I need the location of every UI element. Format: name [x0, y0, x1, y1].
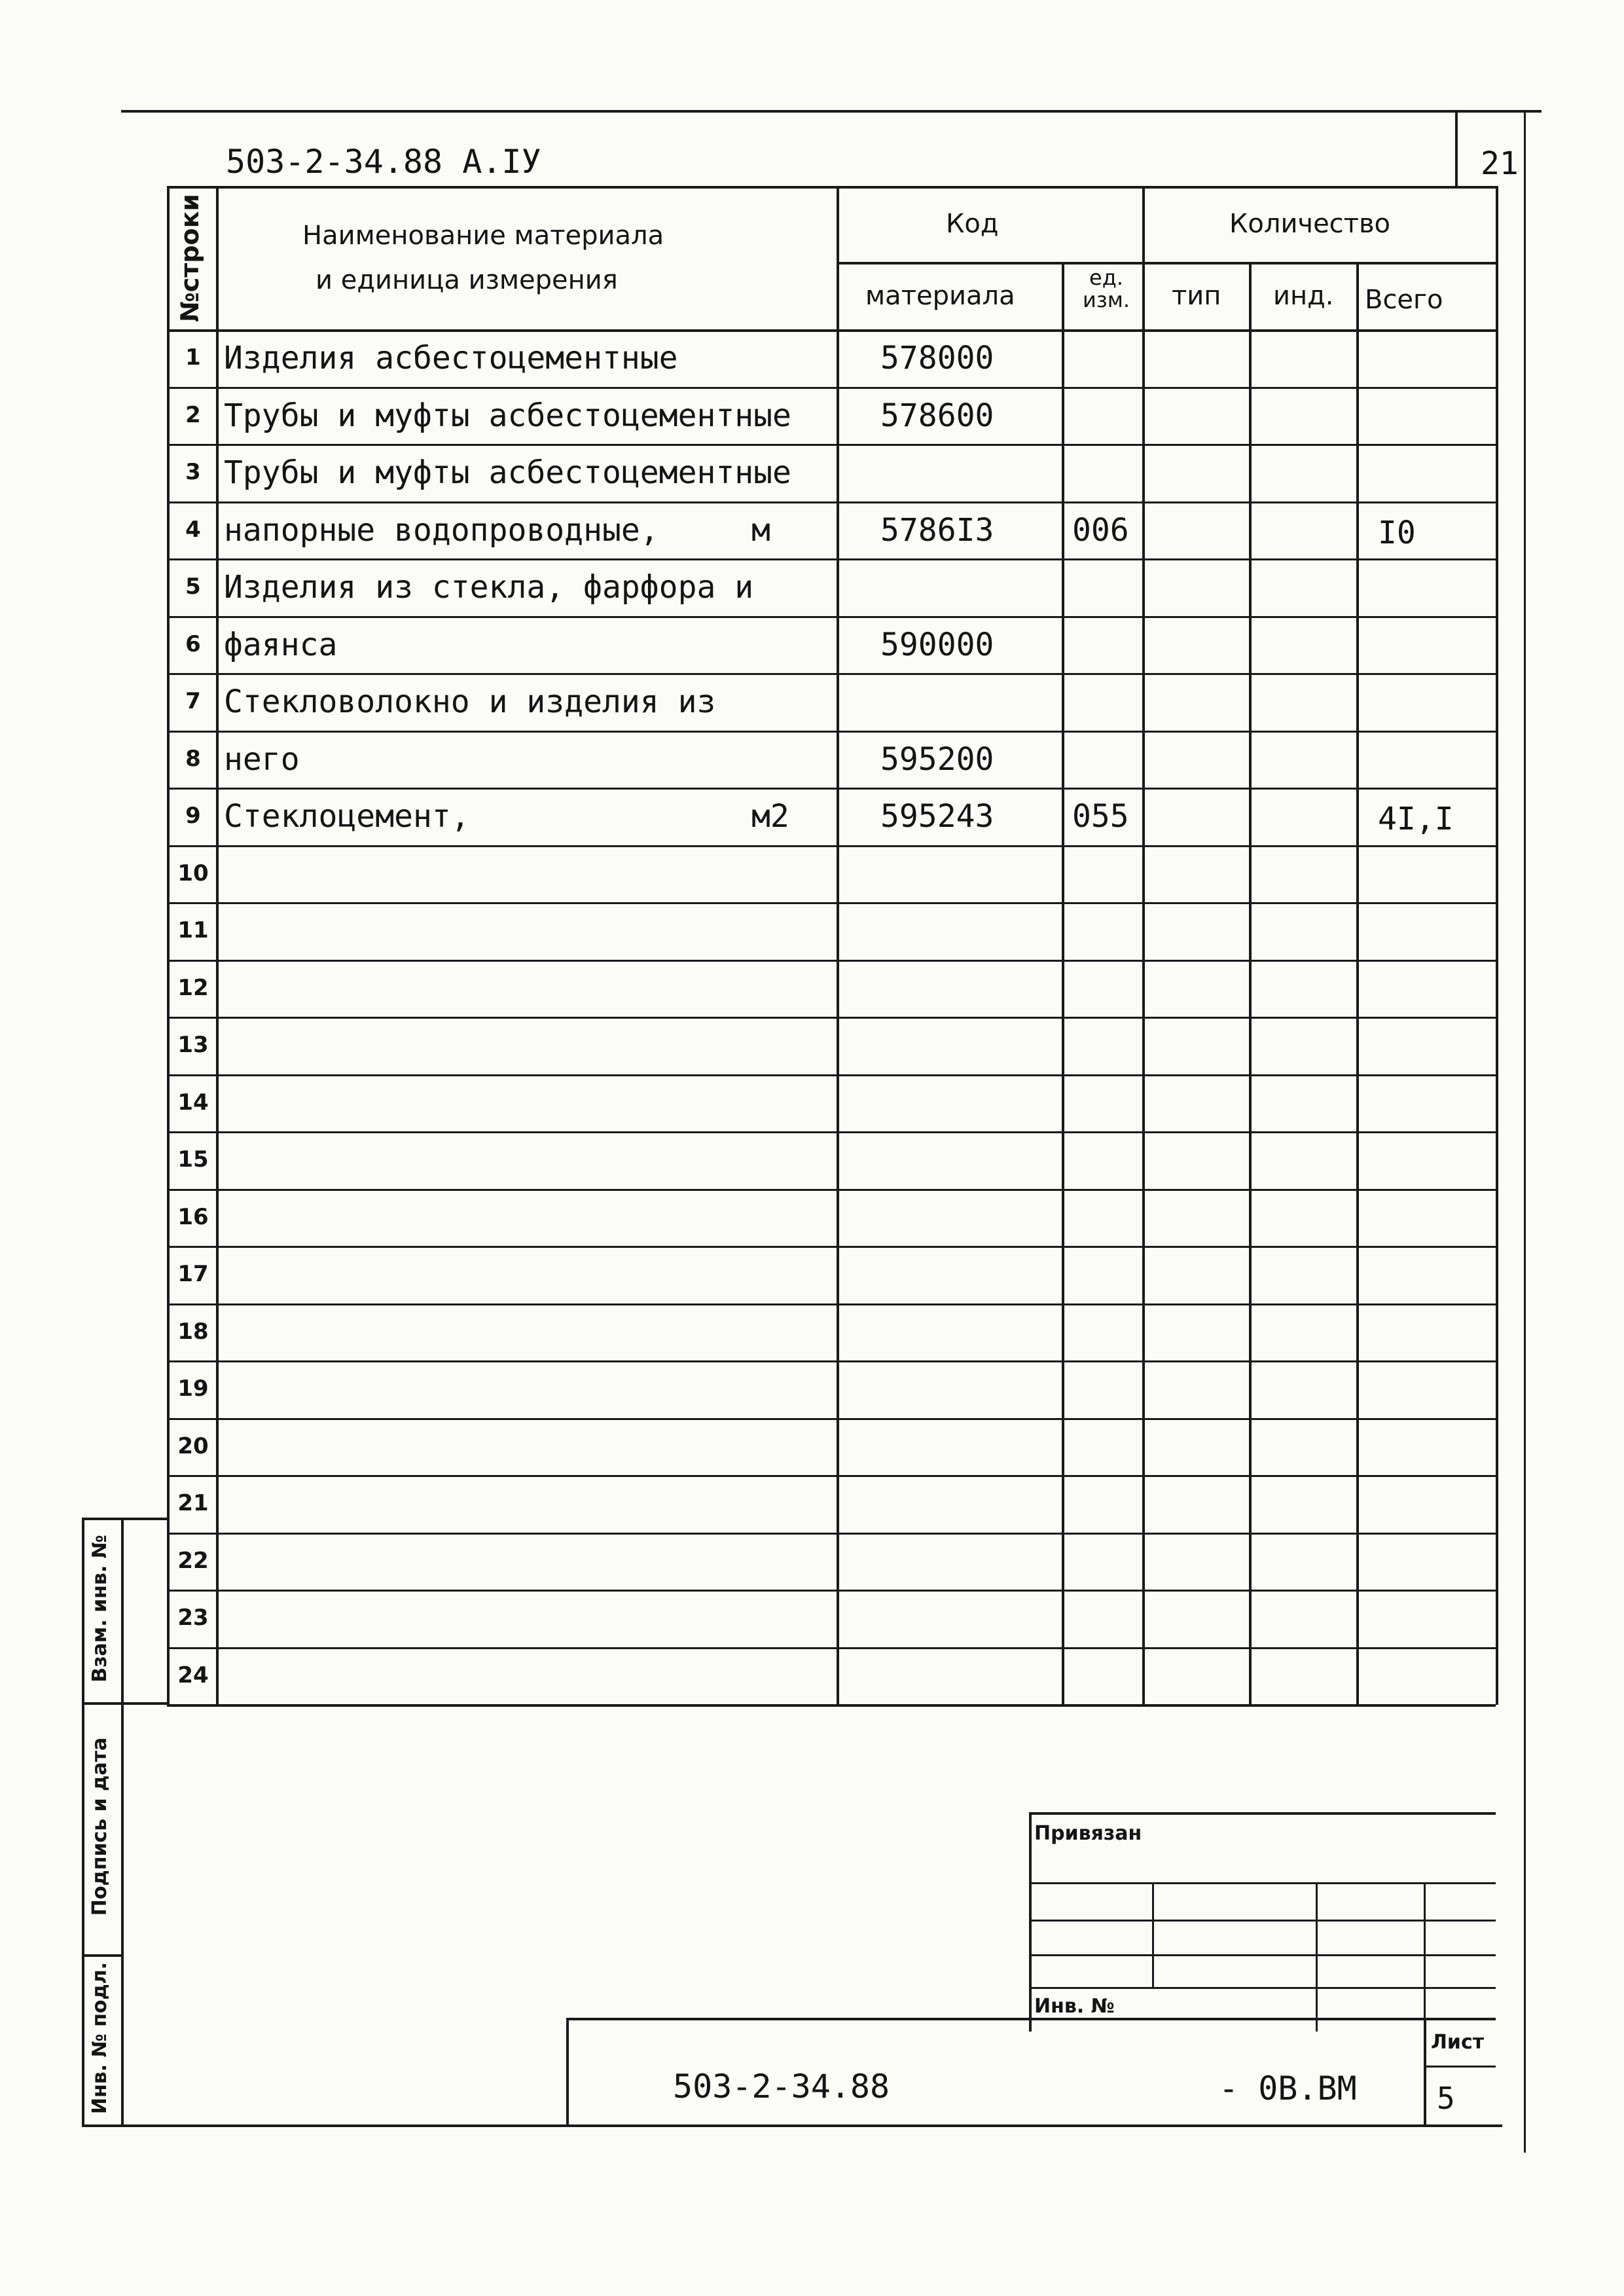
row-number: 2 [185, 401, 201, 428]
header-name-line1: Наименование материала [302, 221, 664, 251]
cell-name: Трубы и муфты асбестоцементные [224, 454, 791, 491]
row-number: 14 [177, 1089, 209, 1116]
page-bottom-line [82, 2124, 1502, 2127]
main-stamp-top-line [566, 2018, 1496, 2020]
privyazan-label: Привязан [1034, 1822, 1142, 1845]
row-number: 3 [185, 459, 201, 485]
header-qty-type: тип [1172, 281, 1221, 311]
row-line [167, 1303, 1496, 1305]
cell-unit: м2 [751, 798, 789, 835]
list-line [1424, 2066, 1496, 2068]
cell-code-material: 595200 [880, 740, 994, 778]
privyazan-line-2 [1029, 1920, 1496, 1922]
table-header-bottom-line [167, 329, 1496, 332]
table-subheader-line [838, 262, 1496, 264]
row-line [167, 1533, 1496, 1535]
header-code: Код [946, 209, 999, 239]
stamp-doc-code: 503-2-34.88 [673, 2068, 890, 2105]
row-number: 7 [185, 688, 201, 714]
row-line [167, 1131, 1496, 1133]
privyazan-div-3 [1424, 1882, 1426, 2032]
cell-name: Изделия из стекла, фарфора и [224, 569, 754, 606]
row-line [167, 902, 1496, 904]
row-line [167, 673, 1496, 675]
privyazan-div-1 [1152, 1882, 1154, 1987]
header-qty-total: Всего [1365, 285, 1443, 315]
row-line [167, 1475, 1496, 1477]
header-quantity: Количество [1229, 209, 1391, 239]
row-line [167, 731, 1496, 733]
ind-divider [1356, 262, 1359, 1705]
row-number: 24 [177, 1662, 209, 1688]
header-row-no: №строки [175, 194, 204, 322]
code-divider [1062, 262, 1064, 1705]
cell-qty-total: I0 [1378, 514, 1416, 551]
name-divider [837, 186, 839, 1705]
rownum-divider [216, 186, 219, 1705]
table-top-line [167, 186, 1496, 189]
row-line [167, 960, 1496, 962]
list-divider [1424, 2018, 1426, 2126]
row-number: 1 [185, 344, 201, 371]
cell-name: фаянса [224, 626, 338, 663]
inv-no-label: Инв. № [1034, 1995, 1115, 2018]
stamp-zam-inv: Взам. инв. № [88, 1535, 111, 1683]
row-line [167, 444, 1496, 446]
row-number: 4 [185, 516, 201, 543]
row-number: 17 [177, 1261, 209, 1287]
cell-name: напорные водопроводные, [224, 511, 659, 549]
privyazan-line-1 [1029, 1882, 1496, 1884]
row-number: 12 [177, 974, 209, 1001]
sheet-number-top: 21 [1481, 145, 1519, 182]
cell-name: него [224, 740, 300, 778]
row-line [167, 788, 1496, 790]
row-line [167, 1360, 1496, 1362]
cell-name: Стекловолокно и изделия из [224, 683, 716, 720]
tip-divider [1249, 262, 1252, 1705]
row-line [167, 1246, 1496, 1248]
row-number: 21 [177, 1490, 209, 1516]
privyazan-left-line [1029, 1812, 1032, 2032]
row-number: 19 [177, 1376, 209, 1402]
stamp-podpis-data: Подпись и дата [88, 1737, 111, 1916]
right-page-edge-line [1524, 110, 1526, 2153]
row-line [167, 1590, 1496, 1592]
privyazan-top-line [1029, 1812, 1496, 1815]
row-line [167, 558, 1496, 560]
row-line [167, 501, 1496, 503]
row-number: 5 [185, 574, 201, 600]
row-number: 9 [185, 803, 201, 829]
row-line [167, 845, 1496, 847]
row-number: 11 [177, 917, 209, 943]
list-label: Лист [1431, 2031, 1485, 2054]
row-line [167, 1074, 1496, 1076]
row-number: 20 [177, 1432, 209, 1459]
table-right-line [1496, 186, 1498, 1705]
unit-divider [1142, 186, 1145, 1705]
sheet-number-divider [1455, 110, 1458, 189]
row-line [167, 387, 1496, 389]
cell-code-unit: 006 [1072, 511, 1129, 549]
row-number: 10 [177, 860, 209, 886]
cell-code-unit: 055 [1072, 798, 1129, 835]
cell-code-material: 578000 [880, 340, 994, 376]
table-left-line [167, 186, 170, 1705]
stamp-inv-podl: Инв. № подл. [88, 1961, 111, 2115]
stamp-left-line [82, 1518, 84, 2126]
cell-code-material: 595243 [880, 798, 994, 835]
header-code-unit: ед. изм. [1082, 265, 1130, 312]
stamp-doc-suffix: - 0В.ВМ [1219, 2069, 1357, 2107]
row-number: 23 [177, 1605, 209, 1631]
privyazan-line-3 [1029, 1954, 1496, 1956]
cell-name: Трубы и муфты асбестоцементные [224, 397, 791, 434]
list-number: 5 [1437, 2081, 1455, 2116]
row-number: 6 [185, 630, 201, 657]
header-name-line2: и единица измерения [316, 265, 618, 295]
row-number: 15 [177, 1146, 209, 1173]
row-line [167, 1647, 1496, 1649]
row-number: 22 [177, 1547, 209, 1574]
header-code-material: материала [865, 281, 1015, 311]
stamp-mid-line [121, 1518, 124, 2126]
row-number: 16 [177, 1203, 209, 1230]
row-line [167, 1704, 1496, 1707]
row-number: 8 [185, 745, 201, 772]
privyazan-div-2 [1316, 1882, 1318, 2032]
main-stamp-left-line [566, 2018, 569, 2126]
cell-name: Стеклоцемент, [224, 798, 470, 835]
cell-unit: м [751, 511, 770, 549]
row-line [167, 1418, 1496, 1420]
cell-code-material: 578600 [880, 397, 994, 434]
cell-name: Изделия асбестоцементные [224, 340, 678, 376]
cell-code-material: 590000 [880, 626, 994, 663]
row-line [167, 616, 1496, 618]
privyazan-line-4 [1029, 1987, 1496, 1989]
doc-code-top: 503-2-34.88 А.IУ [226, 143, 541, 181]
row-number: 13 [177, 1032, 209, 1058]
row-line [167, 1017, 1496, 1019]
cell-qty-total: 4I,I [1378, 801, 1454, 837]
row-line [167, 1189, 1496, 1191]
cell-code-material: 5786I3 [880, 511, 994, 549]
top-border-line [121, 110, 1542, 113]
header-qty-ind: инд. [1273, 281, 1334, 311]
row-number: 18 [177, 1318, 209, 1345]
